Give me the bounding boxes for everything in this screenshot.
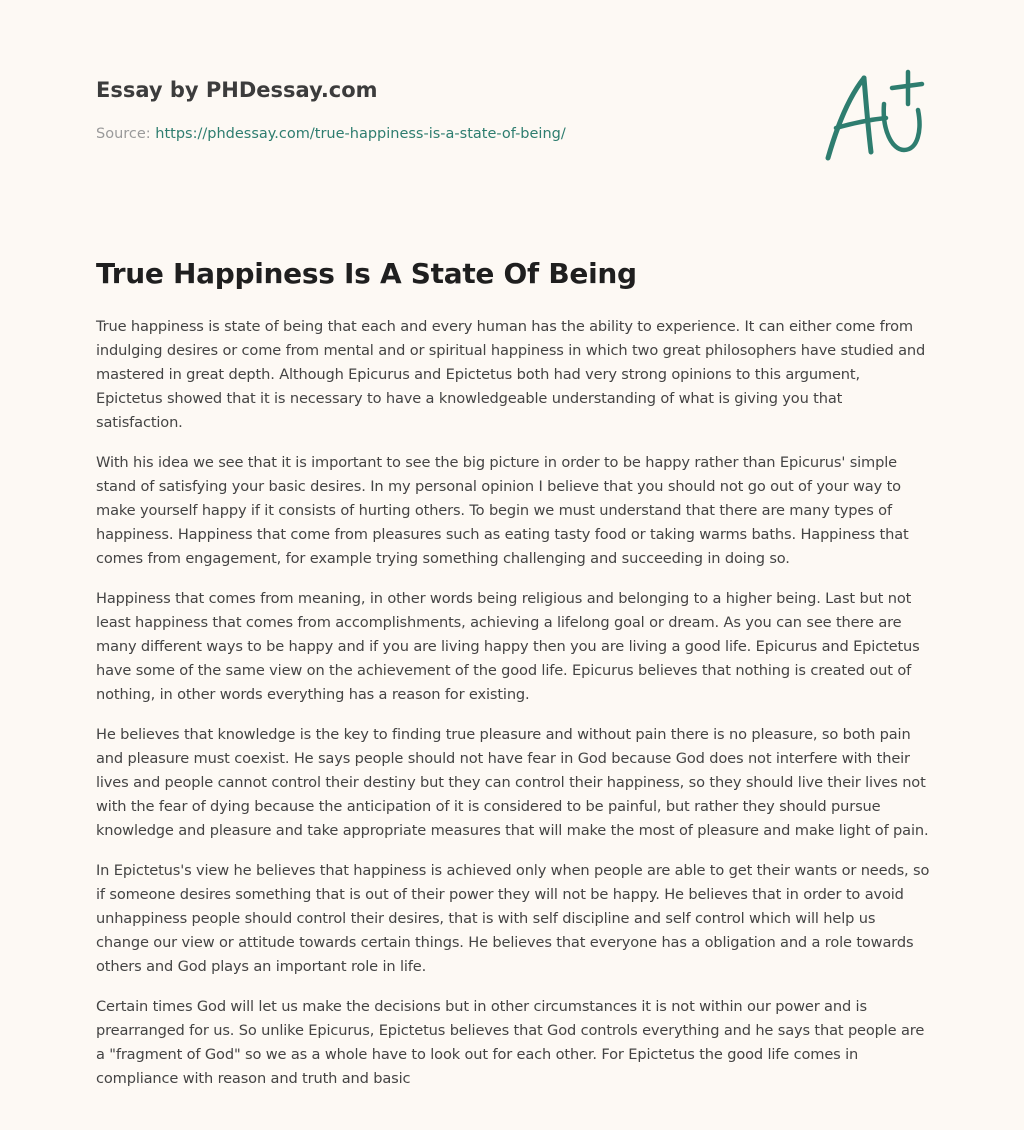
essay-paragraph: In Epictetus's view he believes that happiness is achieved only when people are able to get their wants or needs, so if someone desires something that is out of their power they will not be happy. He believes that in order to avoid unhappiness people should control their desires, that is with self discipline and self control which will help us change our view or attitude towards certain things. He believes that everyone has a obligation and a role towards others and God plays an important role in life.	[96, 862, 930, 975]
a-plus-logo-icon	[822, 68, 932, 164]
site-title: Essay by PHDessay.com	[96, 78, 378, 102]
essay-paragraph: He believes that knowledge is the key to finding true pleasure and without pain there is no pleasure, so both pain and pleasure must coexist. He says people should not have fear in God because God does not interfere with their lives and people cannot control their destiny but they can control their happiness, so they should live their lives not with the fear of dying because the anticipation of it is considered to be painful, but rather they should pursue knowledge and pleasure and take appropriate measures that will make the most of pleasure and make light of pain.	[96, 726, 929, 839]
source-link[interactable]: https://phdessay.com/true-happiness-is-a-state-of-being/	[155, 126, 566, 142]
source-label: Source:	[96, 126, 156, 142]
essay-paragraph: Happiness that comes from meaning, in other words being religious and belonging to a higher being. Last but not least happiness that comes from accomplishments, achieving a lifelong goal or dream. As you can see there are many different ways to be happy and if you are living happy then you are living a good life. Epicurus and Epictetus have some of the same view on the achievement of the good life. Epicurus believes that nothing is created out of nothing, in other words everything has a reason for existing.	[96, 590, 920, 703]
essay-paragraph: True happiness is state of being that each and every human has the ability to experience. It can either come from indulging desires or come from mental and or spiritual happiness in which two great philosophers have studied and mastered in great depth. Although Epicurus and Epictetus both had very strong opinions to this argument, Epictetus showed that it is necessary to have a knowledgeable understanding of what is giving you that satisfaction.	[96, 318, 926, 431]
essay-paragraph: With his idea we see that it is important to see the big picture in order to be happy rather than Epicurus' simple stand of satisfying your basic desires. In my personal opinion I believe that you should not go out of your way to make yourself happy if it consists of hurting others. To begin we must understand that there are many types of happiness. Happiness that come from pleasures such as eating tasty food or taking warms baths. Happiness that comes from engagement, for example trying something challenging and succeeding in doing so.	[96, 454, 909, 567]
essay-body	[96, 315, 930, 1107]
source-line	[96, 124, 716, 144]
page-header	[96, 76, 716, 144]
essay-title: True Happiness Is A State Of Being	[96, 257, 637, 290]
essay-paragraph: Certain times God will let us make the decisions but in other circumstances it is not within our power and is prearranged for us. So unlike Epicurus, Epictetus believes that God controls everything and he says that people are a "fragment of God" so we as a whole have to look out for each other. For Epictetus the good life comes in compliance with reason and truth and basic	[96, 998, 925, 1087]
